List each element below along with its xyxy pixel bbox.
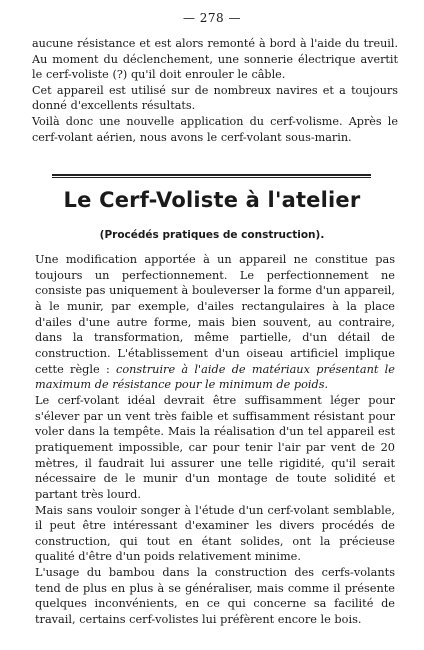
paragraph: Mais sans vouloir songer à l'étude d'un cerf-volant semblable, il peut être intéressant d'examiner les divers procédés de construction, qui tout en étant solides, ont la précieuse qualité d'être d'un poids relativement minime. xyxy=(35,503,395,564)
section-divider-thin xyxy=(52,177,371,178)
paragraph: L'usage du bambou dans la construction des cerfs-volants tend de plus en plus à se généraliser, mais comme il présente quelques inconvénients, en ce qui concerne sa facilité de travail, certains cerf-volistes lui préfèrent encore le bois. xyxy=(35,566,395,627)
paragraph xyxy=(35,252,395,393)
section-divider xyxy=(52,174,371,176)
page-number: — 278 — xyxy=(182,11,242,25)
paragraph: Le cerf-volant idéal devrait être suffisamment léger pour s'élever par un vent très faible et suffisamment résistant pour voler dans la tempête. Mais la réalisation d'un tel appareil est pratiquement impossible, car pour tenir l'air par vent de 20 mètres, il faudrait lui assurer une telle rigidité, qu'il serait nécessaire de le munir d'un montage de toute solidité et partant très lourd. xyxy=(35,393,395,501)
article-body xyxy=(35,252,395,628)
paragraph: Cet appareil est utilisé sur de nombreux navires et a toujours donné d'excellents résultats. xyxy=(32,83,398,113)
article-title: Le Cerf-Voliste à l'atelier xyxy=(63,188,361,212)
paragraph: aucune résistance et est alors remonté à bord à l'aide du treuil. Au moment du déclenchement, une sonnerie électrique avertit le cerf-voliste (?) qu'il doit enrouler le câble. xyxy=(32,37,398,82)
previous-article-continuation xyxy=(32,36,398,145)
paragraph-text: Une modification apportée à un appareil ne constitue pas toujours un perfectionnement. Le perfectionnement ne consiste pas uniquement à bouleverser la forme d'un appareil, à le munir, par exemple, d'ailes rectangulaires à la place d'ailes d'une autre forme, mais bien souvent, au contraire, dans la transformation, même partielle, d'un détail de construction. L'établissement d'un oiseau artificiel implique cette règle : xyxy=(35,253,395,376)
paragraph: Voilà donc une nouvelle application du cerf-volisme. Après le cerf-volant aérien, nous avons le cerf-volant sous-marin. xyxy=(32,114,398,144)
italic-rule: construire à l'aide de matériaux présentant le maximum de résistance pour le minimum de poids. xyxy=(35,362,395,392)
article-subtitle: (Procédés pratiques de construction). xyxy=(99,229,325,241)
